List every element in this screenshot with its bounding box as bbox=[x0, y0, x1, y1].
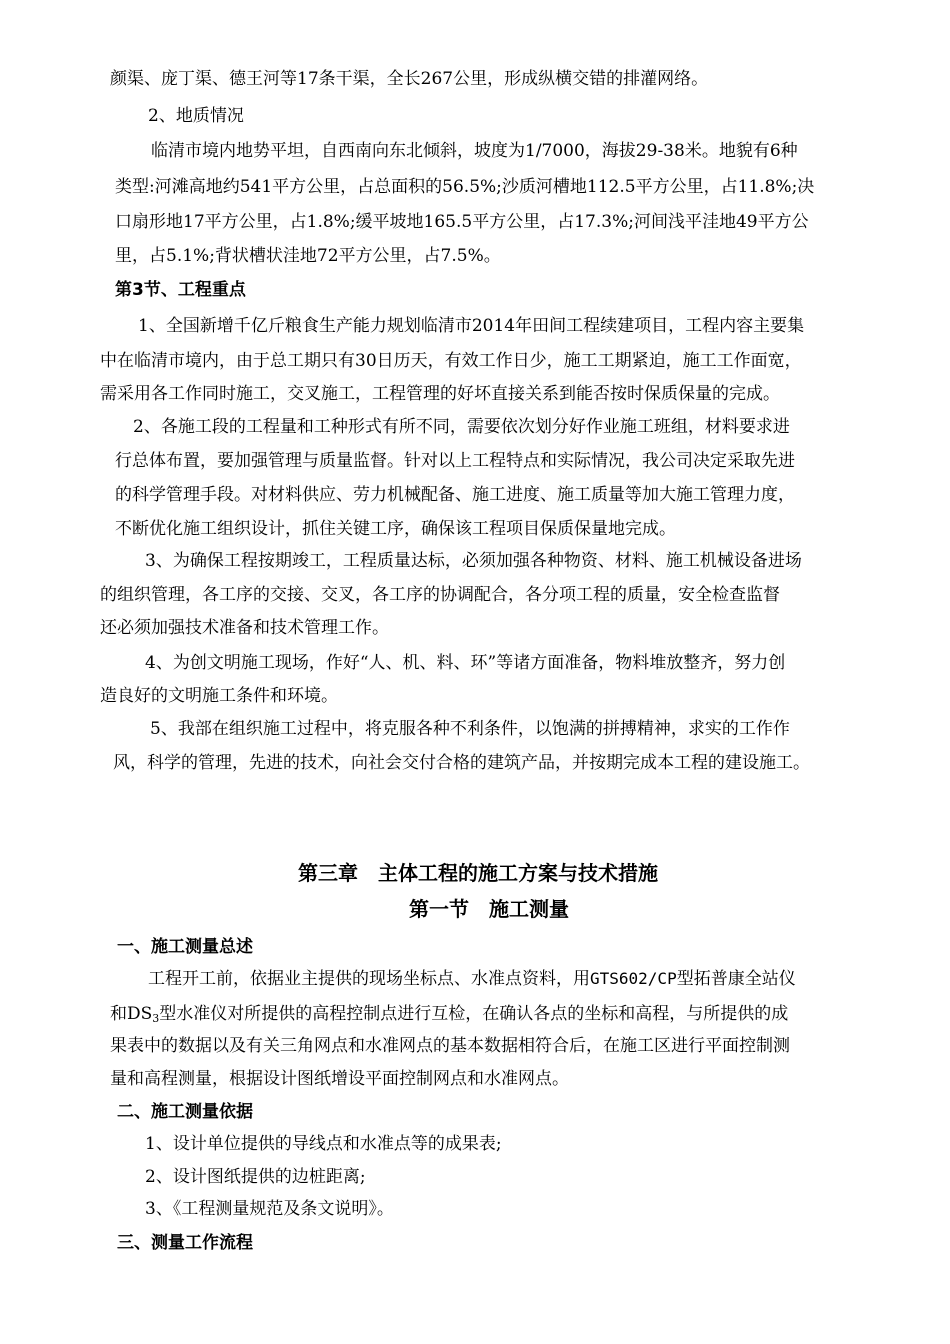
paragraph-line: 1、全国新增千亿斤粮食生产能力规划临清市2014年田间工程续建项目，工程内容主要集 bbox=[138, 316, 805, 336]
paragraph-line: 口扇形地17平方公里，占1.8%;缓平坡地165.5平方公里，占17.3%;河间浅平洼地49平方公 bbox=[115, 212, 809, 232]
paragraph-line: 果表中的数据以及有关三角网点和水准网点的基本数据相符合后，在施工区进行平面控制测 bbox=[110, 1036, 790, 1056]
chapter-title: 第三章 主体工程的施工方案与技术措施 bbox=[298, 861, 658, 885]
paragraph-line: 4、为创文明施工现场，作好“人、机、料、环”等诸方面准备，物料堆放整齐，努力创 bbox=[145, 653, 786, 673]
section-heading-3: 第3节、工程重点 bbox=[115, 280, 246, 300]
paragraph-line: 5、我部在组织施工过程中，将克服各种不利条件，以饱满的拼搏精神，求实的工作作 bbox=[150, 719, 790, 739]
paragraph-line: 需采用各工作同时施工，交叉施工，工程管理的好坏直接关系到能否按时保质保量的完成。 bbox=[100, 384, 780, 404]
instrument-model: GTS602/CP bbox=[590, 969, 677, 988]
list-item: 1、设计单位提供的导线点和水准点等的成果表; bbox=[145, 1134, 502, 1154]
subheading-geology: 2、地质情况 bbox=[148, 106, 244, 126]
paragraph-line: 的组织管理，各工序的交接、交叉，各工序的协调配合，各分项工程的质量，安全检查监督 bbox=[100, 585, 780, 605]
paragraph-line: 还必须加强技术准备和技术管理工作。 bbox=[100, 618, 389, 638]
paragraph-line: 量和高程测量，根据设计图纸增设平面控制网点和水准网点。 bbox=[110, 1069, 569, 1089]
paragraph-line: 2、各施工段的工程量和工种形式有所不同，需要依次划分好作业施工班组，材料要求进 bbox=[133, 417, 790, 437]
text-run: 型拓普康全站仪 bbox=[676, 969, 796, 989]
paragraph-line: 风，科学的管理，先进的技术，向社会交付合格的建筑产品，并按期完成本工程的建设施工。 bbox=[113, 753, 810, 773]
text-run: 型水准仪对所提供的高程控制点进行互检，在确认各点的坐标和高程，与所提供的成 bbox=[159, 1004, 789, 1024]
paragraph-line: 3、为确保工程按期竣工，工程质量达标，必须加强各种物资、材料、施工机械设备进场 bbox=[145, 551, 802, 571]
paragraph-line: 临清市境内地势平坦，自西南向东北倾斜，坡度为1/7000，海拔29-38米。地貌有6种 bbox=[151, 141, 798, 161]
list-item: 2、设计图纸提供的边桩距离; bbox=[145, 1167, 366, 1187]
paragraph-line: 颜渠、庞丁渠、德王河等17条干渠，全长267公里，形成纵横交错的排灌网络。 bbox=[110, 69, 709, 89]
paragraph-line: 类型:河滩高地约541平方公里，占总面积的56.5%;沙质河槽地112.5平方公里，占11.8%;决 bbox=[115, 177, 815, 197]
heading-survey-basis: 二、施工测量依据 bbox=[117, 1102, 253, 1122]
instrument-ds: DS bbox=[127, 1004, 153, 1024]
heading-survey-workflow: 三、测量工作流程 bbox=[117, 1233, 253, 1253]
section-title: 第一节 施工测量 bbox=[409, 897, 569, 921]
list-item: 3、《工程测量规范及条文说明》。 bbox=[145, 1199, 394, 1219]
paragraph-line: 中在临清市境内，由于总工期只有30日历天，有效工作日少，施工工期紧迫，施工工作面宽， bbox=[100, 351, 802, 371]
paragraph-line: 里，占5.1%;背状槽状洼地72平方公里，占7.5%。 bbox=[115, 246, 501, 266]
paragraph-line bbox=[110, 1003, 788, 1030]
paragraph-line: 不断优化施工组织设计，抓住关键工序，确保该工程项目保质保量地完成。 bbox=[115, 519, 676, 539]
heading-survey-overview: 一、施工测量总述 bbox=[117, 937, 253, 957]
paragraph-line bbox=[148, 968, 796, 990]
paragraph-line: 行总体布置，要加强管理与质量监督。针对以上工程特点和实际情况，我公司决定采取先进 bbox=[115, 451, 795, 471]
paragraph-line: 的科学管理手段。对材料供应、劳力机械配备、施工进度、施工质量等加大施工管理力度， bbox=[115, 485, 795, 505]
text-run: 工程开工前，依据业主提供的现场坐标点、水准点资料，用 bbox=[148, 969, 590, 989]
subscript: 3 bbox=[152, 1012, 160, 1025]
paragraph-line: 造良好的文明施工条件和环境。 bbox=[100, 686, 338, 706]
text-run: 和 bbox=[110, 1004, 127, 1024]
